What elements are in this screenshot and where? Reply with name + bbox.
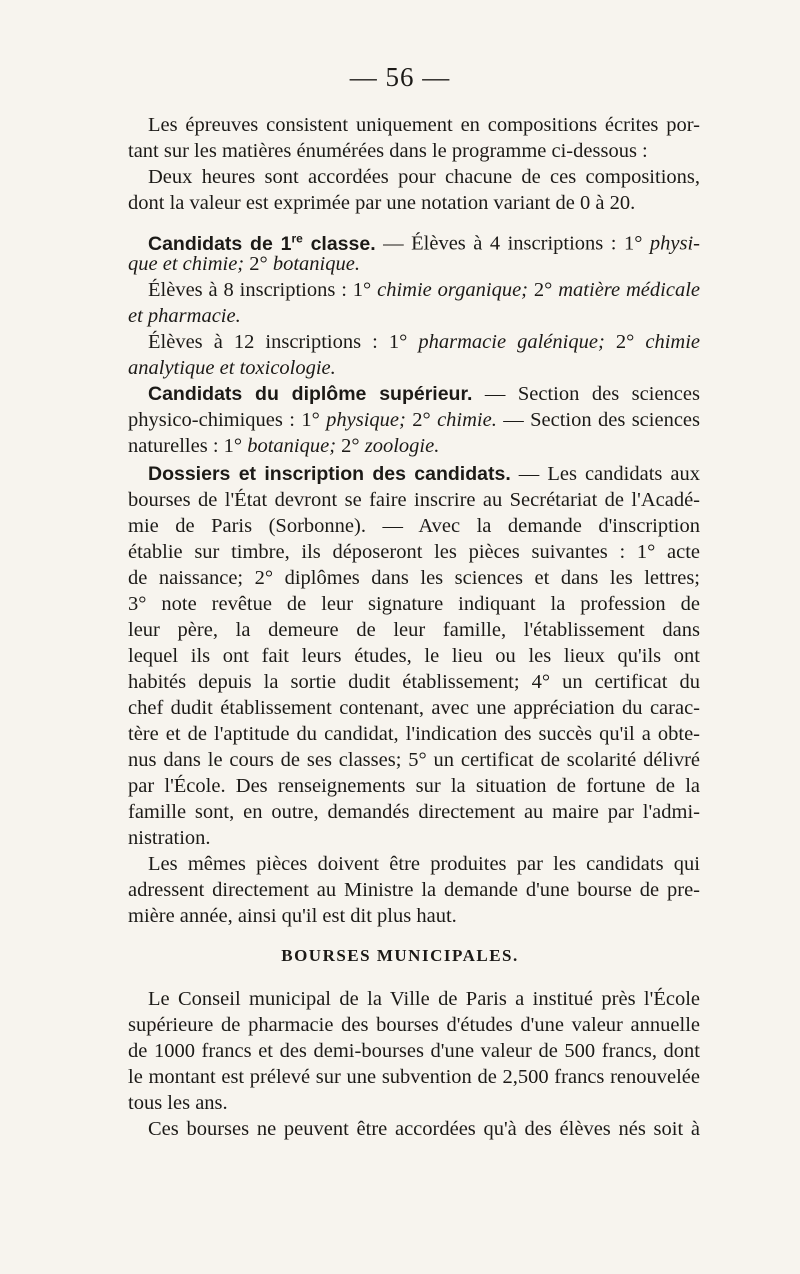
section-heading: Dossiers et inscription des candidats. <box>148 463 511 485</box>
text-line: Les épreuves consistent uniquement en compositions écrites por- <box>148 114 700 136</box>
text-line: et pharmacie. <box>128 305 241 327</box>
text-line: Les mêmes pièces doivent être produites par les candidats qui <box>148 853 700 875</box>
text-line: Deux heures sont accordées pour chacune de ces compositions, <box>148 166 700 188</box>
section-title: BOURSES MUNICIPALES. <box>281 946 519 965</box>
text-line: tère et de l'aptitude du candidat, l'indication des succès qu'il a obte- <box>128 723 700 745</box>
text-line: dont la valeur est exprimée par une notation variant de 0 à 20. <box>128 192 636 214</box>
text-line: Candidats du diplôme supérieur. — Section des sciences <box>148 383 700 405</box>
text-line: Le Conseil municipal de la Ville de Paris a institué près l'École <box>148 988 700 1010</box>
municipal-grants-paragraph <box>128 986 700 1142</box>
text-line: nistration. <box>128 827 211 849</box>
text-line: chef dudit établissement contenant, avec une appréciation du carac- <box>128 697 700 719</box>
text-line: Dossiers et inscription des candidats. — Les candidats aux <box>148 463 700 485</box>
text-line: Candidats de 1re classe. — Élèves à 4 inscriptions : 1° physi- <box>148 231 700 255</box>
text-line: lequel ils ont fait leurs études, le lieu ou les lieux qu'ils ont <box>128 645 700 667</box>
text-line: Ces bourses ne peuvent être accordées qu'à des élèves nés soit à <box>148 1118 700 1140</box>
text-line: leur père, la demeure de leur famille, l'établissement dans <box>128 619 700 641</box>
text-line: habités depuis la sortie dudit établissement; 4° un certificat du <box>128 671 700 693</box>
text-line: établie sur timbre, ils déposeront les pièces suivantes : 1° acte <box>128 541 700 563</box>
text-line: de 1000 francs et des demi-bourses d'une valeur de 500 francs, dont <box>128 1040 700 1062</box>
text-line: tant sur les matières énumérées dans le programme ci-dessous : <box>128 140 648 162</box>
text-line: adressent directement au Ministre la demande d'une bourse de pre- <box>128 879 700 901</box>
text-line: bourses de l'État devront se faire inscrire au Secrétariat de l'Acadé- <box>128 489 700 511</box>
section-heading: Candidats du diplôme supérieur. <box>148 383 473 405</box>
text-line: tous les ans. <box>128 1092 228 1114</box>
text-line: mie de Paris (Sorbonne). — Avec la demande d'inscription <box>128 515 700 537</box>
superior-diploma-section <box>128 381 700 459</box>
text-line: de naissance; 2° diplômes dans les sciences et dans les lettres; <box>128 567 700 589</box>
text-line: famille sont, en outre, demandés directement au maire par l'admi- <box>128 801 700 823</box>
text-line: naturelles : 1° botanique; 2° zoologie. <box>128 435 440 457</box>
text-line: 3° note revêtue de leur signature indiquant la profession de <box>128 593 700 615</box>
text-line: Élèves à 12 inscriptions : 1° pharmacie galénique; 2° chimie <box>148 331 700 353</box>
text-line: par l'École. Des renseignements sur la situation de fortune de la <box>128 775 700 797</box>
text-line: physico-chimiques : 1° physique; 2° chimie. — Section des sciences <box>128 409 700 431</box>
text-line: nus dans le cours de ses classes; 5° un certificat de scolarité délivré <box>128 749 700 771</box>
intro-paragraph <box>128 112 700 216</box>
text-line: le montant est prélevé sur une subvention de 2,500 francs renouvelée <box>128 1066 700 1088</box>
page-number: — 56 — <box>349 62 451 92</box>
text-line: mière année, ainsi qu'il est dit plus haut. <box>128 905 457 927</box>
text-line: supérieure de pharmacie des bourses d'études d'une valeur annuelle <box>128 1014 700 1036</box>
text-line: Élèves à 8 inscriptions : 1° chimie organique; 2° matière médicale <box>148 279 700 301</box>
section-heading: Candidats de 1re classe. <box>148 231 376 255</box>
dossiers-section <box>128 461 700 929</box>
text-line: analytique et toxicologie. <box>128 357 336 379</box>
first-class-section <box>128 225 700 381</box>
text-line: que et chimie; 2° botanique. <box>128 253 360 275</box>
